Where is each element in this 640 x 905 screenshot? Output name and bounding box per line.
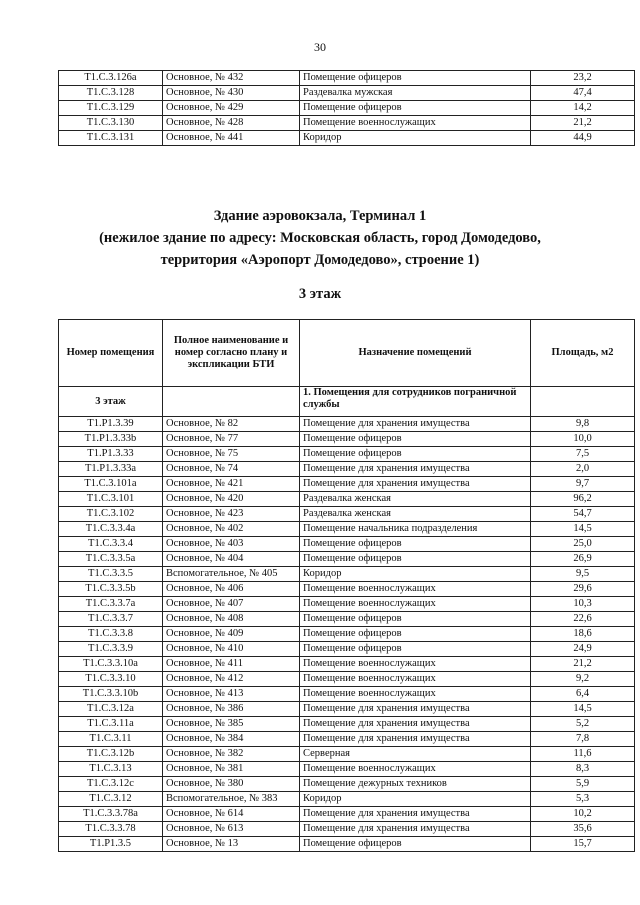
cell-area: 2,0 (531, 462, 635, 477)
cell-purpose: Раздевалка женская (300, 507, 531, 522)
cell-name: Основное, № 410 (163, 642, 300, 657)
cell-purpose: Помещение офицеров (300, 612, 531, 627)
cell-code: Т1.С.3.3.5b (59, 582, 163, 597)
cell-code: Т1.С.3.128 (59, 86, 163, 101)
cell-area: 15,7 (531, 837, 635, 852)
cell-area: 26,9 (531, 552, 635, 567)
cell-code: Т1.С.3.12с (59, 777, 163, 792)
cell-name: Основное, № 74 (163, 462, 300, 477)
cell-name: Основное, № 614 (163, 807, 300, 822)
cell-name: Вспомогательное, № 383 (163, 792, 300, 807)
cell-area: 14,5 (531, 702, 635, 717)
cell-purpose: Помещение офицеров (300, 642, 531, 657)
cell-code: Т1.С.3.3.10 (59, 672, 163, 687)
cell-purpose: Коридор (300, 131, 531, 146)
table-row (59, 131, 635, 146)
cell-name: Основное, № 77 (163, 432, 300, 447)
cell-area: 9,8 (531, 417, 635, 432)
table-row (59, 672, 635, 687)
cell-area: 35,6 (531, 822, 635, 837)
cell-code: Т1.Р1.3.33b (59, 432, 163, 447)
heading-line-2: (нежилое здание по адресу: Московская область, город Домодедово, (99, 230, 541, 246)
floor-title: 3 этаж (298, 286, 342, 302)
table-row (59, 116, 635, 131)
cell-area: 11,6 (531, 747, 635, 762)
cell-code: Т1.С.3.3.5а (59, 552, 163, 567)
cell-area: 44,9 (531, 131, 635, 146)
table-row (59, 822, 635, 837)
cell-purpose: Помещение для хранения имущества (300, 702, 531, 717)
table-row (59, 432, 635, 447)
heading-line-1: Здание аэровокзала, Терминал 1 (213, 208, 427, 224)
cell-code: Т1.С.3.3.5 (59, 567, 163, 582)
cell-area: 9,5 (531, 567, 635, 582)
cell-code: Т1.С.3.130 (59, 116, 163, 131)
table-row (59, 477, 635, 492)
cell-purpose: Помещение начальника подразделения (300, 522, 531, 537)
cell-name: Основное, № 407 (163, 597, 300, 612)
cell-name: Основное, № 411 (163, 657, 300, 672)
table-row (59, 747, 635, 762)
cell-name: Основное, № 432 (163, 71, 300, 86)
table-row (59, 537, 635, 552)
cell-purpose: Помещение дежурных техников (300, 777, 531, 792)
cell-name: Основное, № 409 (163, 627, 300, 642)
cell-purpose: Помещение военнослужащих (300, 687, 531, 702)
cell-purpose: Помещение офицеров (300, 101, 531, 116)
subheader-empty-area (531, 387, 635, 417)
table-row (59, 612, 635, 627)
cell-purpose: Помещение офицеров (300, 552, 531, 567)
cell-code: Т1.С.3.13 (59, 762, 163, 777)
cell-purpose: Помещение для хранения имущества (300, 717, 531, 732)
cell-area: 10,0 (531, 432, 635, 447)
cell-name: Основное, № 412 (163, 672, 300, 687)
main-table (58, 319, 635, 852)
cell-area: 21,2 (531, 116, 635, 131)
cell-code: Т1.С.3.126а (59, 71, 163, 86)
cell-name: Основное, № 613 (163, 822, 300, 837)
cell-purpose: Помещение офицеров (300, 537, 531, 552)
cell-code: Т1.С.3.12b (59, 747, 163, 762)
header-purpose: Назначение помещений (300, 320, 531, 387)
cell-name: Основное, № 384 (163, 732, 300, 747)
cell-area: 10,2 (531, 807, 635, 822)
main-table-body (59, 417, 635, 852)
cell-code: Т1.С.3.102 (59, 507, 163, 522)
cell-name: Основное, № 13 (163, 837, 300, 852)
table-row (59, 777, 635, 792)
cell-area: 5,3 (531, 792, 635, 807)
cell-name: Основное, № 386 (163, 702, 300, 717)
cell-purpose: Серверная (300, 747, 531, 762)
cell-purpose: Помещение для хранения имущества (300, 822, 531, 837)
cell-code: Т1.С.3.3.4 (59, 537, 163, 552)
cell-name: Основное, № 406 (163, 582, 300, 597)
cell-purpose: Помещение офицеров (300, 447, 531, 462)
cell-area: 18,6 (531, 627, 635, 642)
cell-purpose: Помещение военнослужащих (300, 597, 531, 612)
cell-name: Основное, № 413 (163, 687, 300, 702)
cell-name: Основное, № 429 (163, 101, 300, 116)
cell-code: Т1.С.3.129 (59, 101, 163, 116)
cell-name: Основное, № 75 (163, 447, 300, 462)
table-row (59, 702, 635, 717)
cell-purpose: Коридор (300, 792, 531, 807)
table-row (59, 492, 635, 507)
cell-area: 25,0 (531, 537, 635, 552)
cell-area: 24,9 (531, 642, 635, 657)
cell-code: Т1.С.3.101 (59, 492, 163, 507)
cell-code: Т1.С.3.3.9 (59, 642, 163, 657)
top-table-body (59, 71, 635, 146)
subheader-floor: 3 этаж (59, 387, 163, 417)
cell-code: Т1.С.3.11 (59, 732, 163, 747)
table-row (59, 807, 635, 822)
cell-name: Основное, № 82 (163, 417, 300, 432)
cell-area: 14,2 (531, 101, 635, 116)
cell-area: 10,3 (531, 597, 635, 612)
cell-name: Основное, № 428 (163, 116, 300, 131)
cell-purpose: Раздевалка женская (300, 492, 531, 507)
subheader-row (59, 387, 635, 417)
cell-code: Т1.С.3.101а (59, 477, 163, 492)
cell-code: Т1.С.3.3.10b (59, 687, 163, 702)
table-row (59, 447, 635, 462)
cell-purpose: Помещение военнослужащих (300, 672, 531, 687)
cell-area: 9,2 (531, 672, 635, 687)
cell-area: 7,5 (531, 447, 635, 462)
cell-area: 96,2 (531, 492, 635, 507)
cell-code: Т1.С.3.3.7 (59, 612, 163, 627)
cell-area: 7,8 (531, 732, 635, 747)
cell-area: 54,7 (531, 507, 635, 522)
cell-purpose: Помещение военнослужащих (300, 582, 531, 597)
cell-purpose: Помещение офицеров (300, 432, 531, 447)
cell-purpose: Помещение для хранения имущества (300, 732, 531, 747)
cell-name: Основное, № 402 (163, 522, 300, 537)
cell-purpose: Помещение для хранения имущества (300, 462, 531, 477)
table-row (59, 687, 635, 702)
header-row (59, 320, 635, 387)
cell-code: Т1.С.3.12а (59, 702, 163, 717)
table-row (59, 417, 635, 432)
subheader-empty (163, 387, 300, 417)
table-row (59, 101, 635, 116)
cell-code: Т1.С.3.3.78а (59, 807, 163, 822)
cell-code: Т1.С.3.3.8 (59, 627, 163, 642)
table-row (59, 552, 635, 567)
cell-name: Основное, № 430 (163, 86, 300, 101)
cell-purpose: Помещение военнослужащих (300, 762, 531, 777)
cell-purpose: Помещение офицеров (300, 837, 531, 852)
cell-name: Основное, № 408 (163, 612, 300, 627)
cell-area: 9,7 (531, 477, 635, 492)
table-row (59, 507, 635, 522)
cell-purpose: Помещение для хранения имущества (300, 417, 531, 432)
cell-code: Т1.С.3.3.4а (59, 522, 163, 537)
table-row (59, 582, 635, 597)
cell-name: Основное, № 381 (163, 762, 300, 777)
cell-purpose: Помещение офицеров (300, 627, 531, 642)
table-row (59, 837, 635, 852)
table-row (59, 792, 635, 807)
table-row (59, 522, 635, 537)
top-table (58, 70, 635, 146)
table-row (59, 717, 635, 732)
cell-name: Основное, № 421 (163, 477, 300, 492)
cell-area: 23,2 (531, 71, 635, 86)
cell-purpose: Коридор (300, 567, 531, 582)
cell-name: Основное, № 403 (163, 537, 300, 552)
cell-name: Основное, № 382 (163, 747, 300, 762)
cell-purpose: Помещение военнослужащих (300, 116, 531, 131)
cell-code: Т1.С.3.3.7а (59, 597, 163, 612)
table-row (59, 762, 635, 777)
cell-area: 21,2 (531, 657, 635, 672)
cell-name: Основное, № 385 (163, 717, 300, 732)
cell-purpose: Раздевалка мужская (300, 86, 531, 101)
cell-code: Т1.С.3.12 (59, 792, 163, 807)
table-row (59, 462, 635, 477)
subheader-group: 1. Помещения для сотрудников пограничной службы (300, 387, 531, 417)
cell-code: Т1.Р1.3.33а (59, 462, 163, 477)
cell-area: 14,5 (531, 522, 635, 537)
page-number: 30 (314, 40, 326, 54)
table-row (59, 567, 635, 582)
cell-name: Основное, № 420 (163, 492, 300, 507)
table-row (59, 642, 635, 657)
cell-name: Основное, № 404 (163, 552, 300, 567)
cell-code: Т1.Р1.3.33 (59, 447, 163, 462)
cell-name: Основное, № 423 (163, 507, 300, 522)
cell-purpose: Помещение для хранения имущества (300, 477, 531, 492)
cell-code: Т1.С.3.131 (59, 131, 163, 146)
section-heading (0, 205, 640, 271)
cell-area: 8,3 (531, 762, 635, 777)
header-code: Номер помещения (59, 320, 163, 387)
cell-area: 5,9 (531, 777, 635, 792)
table-row (59, 597, 635, 612)
table-row (59, 732, 635, 747)
cell-name: Вспомогательное, № 405 (163, 567, 300, 582)
table-row (59, 657, 635, 672)
cell-name: Основное, № 380 (163, 777, 300, 792)
cell-code: Т1.Р1.3.5 (59, 837, 163, 852)
cell-purpose: Помещение военнослужащих (300, 657, 531, 672)
cell-purpose: Помещение для хранения имущества (300, 807, 531, 822)
header-name: Полное наименование и номер согласно плану и экспликации БТИ (163, 320, 300, 387)
table-row (59, 86, 635, 101)
cell-area: 22,6 (531, 612, 635, 627)
cell-area: 6,4 (531, 687, 635, 702)
cell-area: 47,4 (531, 86, 635, 101)
table-row (59, 71, 635, 86)
cell-name: Основное, № 441 (163, 131, 300, 146)
cell-area: 5,2 (531, 717, 635, 732)
cell-purpose: Помещение офицеров (300, 71, 531, 86)
heading-line-3: территория «Аэропорт Домодедово», строение 1) (160, 252, 480, 268)
cell-code: Т1.С.3.11а (59, 717, 163, 732)
cell-code: Т1.Р1.3.39 (59, 417, 163, 432)
cell-code: Т1.С.3.3.78 (59, 822, 163, 837)
table-row (59, 627, 635, 642)
cell-area: 29,6 (531, 582, 635, 597)
header-area: Площадь, м2 (531, 320, 635, 387)
cell-code: Т1.С.3.3.10а (59, 657, 163, 672)
